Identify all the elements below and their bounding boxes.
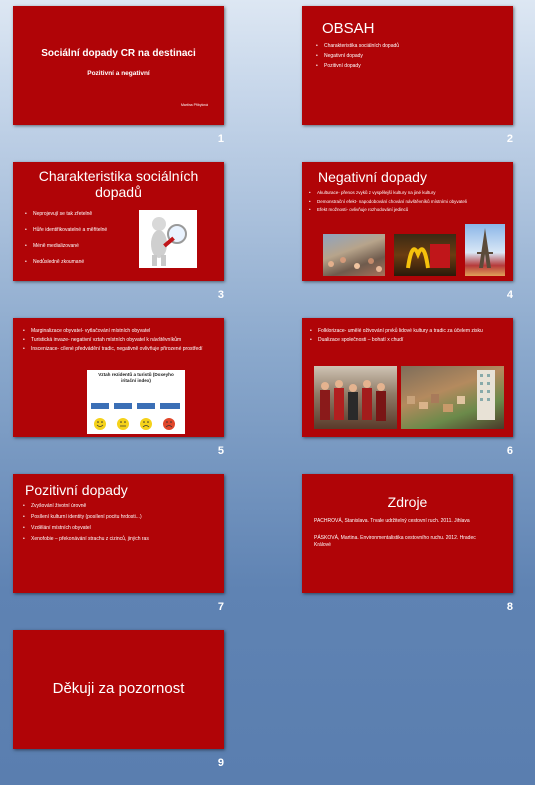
slide-title: Zdroje <box>387 494 428 510</box>
slide-number: 7 <box>217 601 224 613</box>
reference-1: PACHROVÁ, Stanislava. Trvale udržitelný cestovní ruch. 2011. Jihlava <box>314 518 470 524</box>
magnifier-figure-image <box>139 210 197 268</box>
slide-title: Charakteristika sociálních dopadů <box>38 168 199 200</box>
slide-title: Negativní dopady <box>318 169 427 185</box>
slide-thumbnail-8[interactable] <box>302 474 513 593</box>
slide-number: 1 <box>217 133 224 145</box>
list-item: • Akulturace- přenos zvyků z vyspělejší kultury na jiné kultury <box>309 190 504 197</box>
slide-title: Sociální dopady CR na destinaci <box>41 48 196 59</box>
list-item: • Efekt možnosti- ovlivňuje rozhodování jedinců <box>309 207 504 214</box>
bullet-list <box>23 328 208 355</box>
list-item: • Nedůsledně zkoumané <box>25 258 140 266</box>
mcdonalds-photo <box>394 234 456 276</box>
doxey-index-diagram <box>87 370 185 434</box>
folklore-parade-photo <box>314 366 397 429</box>
list-item: • Méně medializované <box>25 242 140 250</box>
bullet-list <box>23 503 163 545</box>
favela-city-photo <box>401 366 504 429</box>
slide-title: Děkuji za pozornost <box>52 680 185 697</box>
list-item: • Charakteristika sociálních dopadů <box>316 42 399 50</box>
slide-number: 8 <box>506 601 513 613</box>
slide-number: 5 <box>217 445 224 457</box>
bullet-list <box>25 210 140 268</box>
slide-thumbnail-5[interactable] <box>13 318 224 437</box>
list-item: • Dualizace společnosti – bohatí x chudí <box>310 337 500 344</box>
slide-thumbnail-6[interactable] <box>302 318 513 437</box>
list-item: • Marginalizace obyvatel- vytlačování místních obyvatel <box>23 328 208 335</box>
list-item: • Turistická invaze- negativní vztah místních obyvatel k návštěvníkům <box>23 337 208 344</box>
slide-thumbnail-2[interactable] <box>302 6 513 125</box>
list-item: • Folklorizace- umělé oživování prvků lidové kultury a tradic za účelem zisku <box>310 328 500 335</box>
slide-number: 3 <box>217 289 224 301</box>
slide-thumbnail-4[interactable] <box>302 162 513 281</box>
list-item: • Negativní dopady <box>316 52 399 60</box>
slide-thumbnail-9[interactable] <box>13 630 224 749</box>
slide-number: 9 <box>217 757 224 769</box>
list-item: • Demonstrační efekt- napodobování chování návštěvníků místními obyvateli <box>309 199 504 206</box>
list-item: • Vzdělání místních obyvatel <box>23 525 163 532</box>
slide-author: Martina Přibylová <box>180 103 208 107</box>
bullet-list <box>310 328 500 346</box>
slide-number: 6 <box>506 445 513 457</box>
list-item: • Hůře identifikovatelné a měřitelné <box>25 226 140 234</box>
crowd-photo <box>323 234 385 276</box>
list-item: • Pozitivní dopady <box>316 62 399 70</box>
list-item: • Zvyšování životní úrovně <box>23 503 163 510</box>
diagram-title: Vztah rezidentů a turistů (Doxeyho iritační index) <box>98 372 174 383</box>
slide-thumbnail-1[interactable] <box>13 6 224 125</box>
list-item: • Xenofobie – překonávání strachu z cizinců, jiných ras <box>23 536 163 543</box>
bullet-list <box>309 190 504 216</box>
slide-thumbnail-7[interactable] <box>13 474 224 593</box>
eiffel-tower-photo <box>465 224 505 276</box>
reference-2: PÁSKOVÁ, Martina. Environmentalistika cestovního ruchu. 2012. Hradec Králové <box>314 535 476 548</box>
slide-title: Pozitivní dopady <box>25 482 128 498</box>
list-item: • Posílení kulturní identity (posílení pocitu hrdosti...) <box>23 514 163 521</box>
bullet-list <box>316 42 399 72</box>
slide-title: OBSAH <box>322 20 375 37</box>
slide-number: 4 <box>506 289 513 301</box>
slide-thumbnail-3[interactable] <box>13 162 224 281</box>
slide-number: 2 <box>506 133 513 145</box>
list-item: • Inscenizace- cílené předvádění tradic, negativně ovlivňuje přirozené prostředí <box>23 346 208 353</box>
list-item: • Neprojevují se tak zřetelně <box>25 210 140 218</box>
slide-subtitle: Pozitivní a negativní <box>87 70 150 77</box>
